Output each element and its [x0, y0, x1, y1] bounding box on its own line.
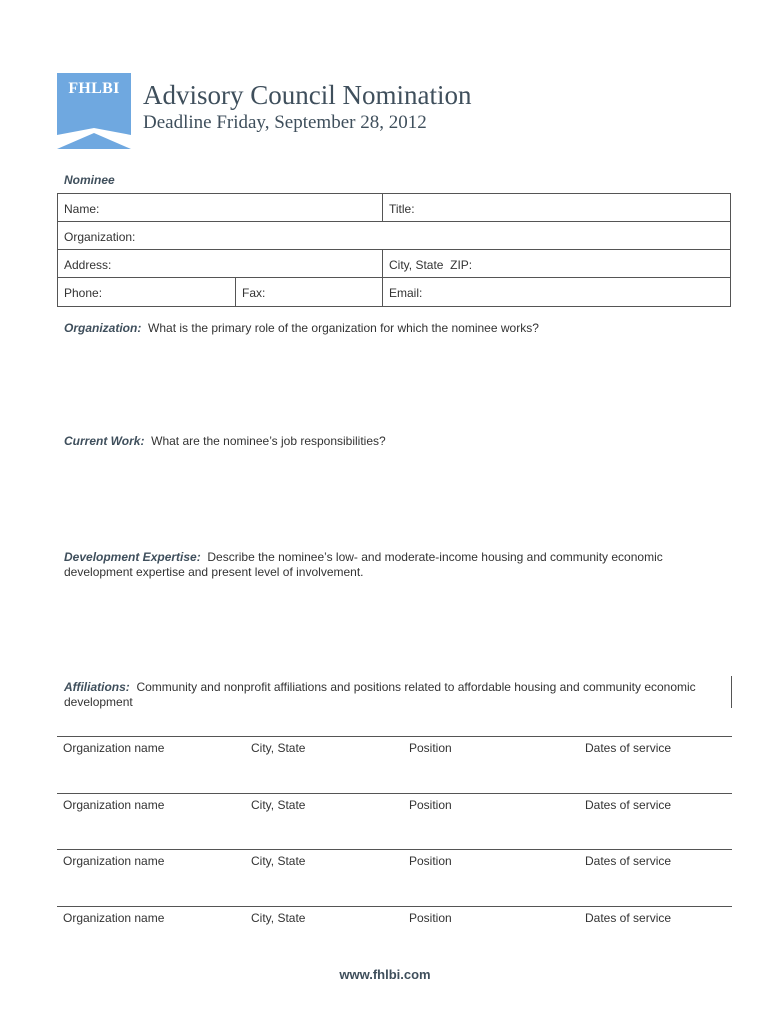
deadline-text: Deadline Friday, September 28, 2012 — [143, 112, 427, 133]
affiliation-org-label: Organization name — [63, 854, 165, 868]
organization-field[interactable] — [58, 222, 730, 249]
nominee-heading: Nominee — [64, 173, 115, 187]
affiliation-position-label: Position — [409, 798, 452, 812]
organization-label: Organization: — [64, 230, 136, 244]
affiliation-dates-label: Dates of service — [585, 911, 672, 925]
development-question-label: Development Expertise: — [64, 550, 201, 564]
address-field[interactable] — [58, 250, 382, 277]
fax-field[interactable] — [235, 278, 382, 306]
phone-field[interactable] — [58, 278, 235, 306]
affiliation-city-label: City, State — [251, 798, 306, 812]
affiliation-row[interactable] — [57, 736, 732, 753]
development-question-text: Describe the nominee’s low- and moderate-income housing and community economic development expertise and present level of involvement. — [64, 550, 663, 579]
affiliations-question-label: Affiliations: — [64, 680, 130, 694]
footer-url[interactable]: www.fhlbi.com — [339, 967, 431, 982]
fax-label: Fax: — [242, 286, 266, 300]
affiliation-row[interactable] — [57, 849, 732, 866]
affiliation-position-label: Position — [409, 911, 452, 925]
title-label: Title: — [389, 202, 415, 216]
email-label: Email: — [389, 286, 423, 300]
address-label: Address: — [64, 258, 112, 272]
organization-question — [64, 321, 704, 336]
affiliation-position-label: Position — [409, 854, 452, 868]
affiliations-question — [64, 680, 704, 710]
organization-question-label: Organization: — [64, 321, 142, 335]
current-work-question — [64, 434, 704, 449]
nominee-table — [57, 193, 731, 307]
affiliation-org-label: Organization name — [63, 741, 165, 755]
phone-label: Phone: — [64, 286, 103, 300]
affiliation-dates-label: Dates of service — [585, 854, 672, 868]
table-row — [58, 250, 730, 278]
affiliation-position-label: Position — [409, 741, 452, 755]
affiliation-city-label: City, State — [251, 911, 306, 925]
organization-question-text: What is the primary role of the organization for which the nominee works? — [148, 321, 539, 335]
affiliations-question-text: Community and nonprofit affiliations and positions related to affordable housing and community economic development — [64, 680, 696, 709]
email-field[interactable] — [382, 278, 730, 306]
affiliation-row[interactable] — [57, 906, 732, 923]
city-state-zip-label: City, State ZIP: — [389, 258, 473, 272]
affiliation-dates-label: Dates of service — [585, 798, 672, 812]
affiliation-org-label: Organization name — [63, 911, 165, 925]
table-row — [58, 194, 730, 222]
fhlbi-logo — [57, 73, 131, 149]
affiliation-dates-label: Dates of service — [585, 741, 672, 755]
page-title: Advisory Council Nomination — [143, 80, 472, 110]
current-work-question-label: Current Work: — [64, 434, 145, 448]
current-work-question-text: What are the nominee’s job responsibilities? — [151, 434, 386, 448]
city-state-zip-field[interactable] — [382, 250, 730, 277]
affiliation-row[interactable] — [57, 793, 732, 810]
logo-text: FHLBI — [68, 80, 120, 97]
margin-mark — [731, 676, 732, 708]
affiliation-org-label: Organization name — [63, 798, 165, 812]
name-field[interactable] — [58, 194, 382, 221]
affiliation-city-label: City, State — [251, 854, 306, 868]
table-row — [58, 278, 730, 306]
title-field[interactable] — [382, 194, 730, 221]
name-label: Name: — [64, 202, 100, 216]
development-question — [64, 550, 704, 580]
affiliation-city-label: City, State — [251, 741, 306, 755]
table-row — [58, 222, 730, 250]
